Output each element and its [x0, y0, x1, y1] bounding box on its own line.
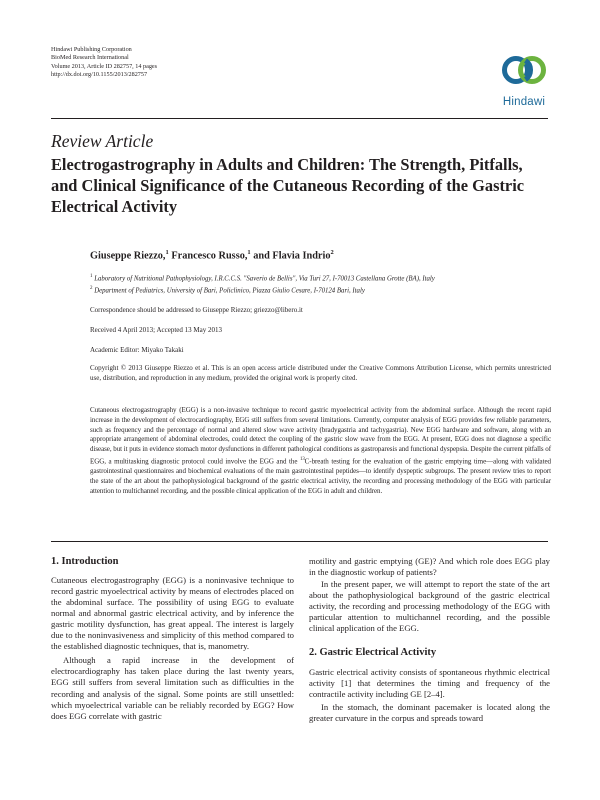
affiliation [90, 286, 365, 294]
doi-link[interactable]: http://dx.doi.org/10.1155/2013/282757 [51, 70, 148, 78]
affiliation-mark: 1 [90, 274, 93, 279]
paragraph: Gastric electrical activity consists of spontaneous rhythmic electrical activity [1] that determines the timing and frequency of the contractile activity including GE [2–4]. [309, 667, 550, 700]
affiliation-text: Department of Pediatrics, University of Bari, Policlinico, Piazza Giulio Cesare, I-70124 Bari, Italy [94, 287, 365, 295]
paragraph: motility and gastric emptying (GE)? And which role does EGG play in the diagnostic workup of patients? [309, 556, 550, 578]
left-column [51, 556, 294, 722]
affiliation-text: Laboratory of Nutritional Pathophysiology, I.R.C.C.S. "Saverio de Bellis", Via Turi 27, I-70013 Castellana Grotte (BA), Italy [94, 275, 435, 283]
author-name: and Flavia Indrio [253, 250, 331, 262]
publisher-name: Hindawi Publishing Corporation [51, 46, 132, 53]
correspondence: Correspondence should be addressed to Giuseppe Riezzo; griezzo@libero.it [90, 306, 303, 314]
affiliation [90, 274, 435, 282]
abstract-divider [51, 541, 548, 542]
right-column [309, 556, 550, 724]
hindawi-logo-icon [494, 50, 554, 90]
hindawi-logo [494, 50, 554, 108]
article-title: Electrogastrography in Adults and Children: The Strength, Pitfalls, and Clinical Significance of the Cutaneous Recording of the Gastric Electrical Activity [51, 155, 525, 216]
abstract [90, 406, 551, 497]
affiliation-mark: 2 [90, 286, 93, 291]
author-affil-mark: 1 [247, 249, 251, 256]
journal-name: BioMed Research International [51, 54, 129, 62]
header-divider [51, 118, 548, 119]
copyright-notice: Copyright © 2013 Giuseppe Riezzo et al. This is an open access article distributed under the Creative Commons Attribution License, which permits unrestricted use, distribution, and reproduction in any medium, provided the original work is properly cited. [90, 364, 551, 382]
author-affil-mark: 2 [330, 249, 334, 256]
paragraph: Although a rapid increase in the development of electrocardiography has taken place during the last twenty years, EGG still suffers from several limitation such as difficulties in the recording and analysis of the signal. Some points are still unsettled: which myoelectrical variable can be reliably recorded by EGG? How does EGG correlate with gastric [51, 655, 294, 721]
volume-info: Volume 2013, Article ID 282757, 14 pages [51, 62, 158, 70]
author-name: Francesco Russo, [171, 250, 248, 262]
author-affil-mark: 1 [165, 249, 169, 256]
abstract-text: Cutaneous electrogastrography (EGG) is a non-invasive technique to record gastric myoelectrical activity from the abdominal surface. Although the recent rapid increase in the development of electrocardiography, EGG still suffers from several limitations. Currently, computer analysis of EGG provides few reliable parameters, such as frequency and the percentage of normal and altered slow wave activity (bradygastria and tachygastria). New EGG hardware and software, along with an appropriate arrangement of abdominal electrodes, could detect the coupling of the gastric slow wave from the EGG. At present, EGG does not diagnose a specific disease, but it puts in evidence stomach motor dysfunctions in different pathological conditions as gastroparesis and functional dyspepsia. Despite the current pitfalls of EGG, a multitasking diagnostic protocol could involve the EGG and the [90, 406, 551, 466]
section-heading: 2. Gastric Electrical Activity [309, 647, 437, 659]
section-heading: 1. Introduction [51, 556, 119, 567]
paragraph: Cutaneous electrogastrography (EGG) is a noninvasive technique to record gastric myoelectrical activity by means of electrodes placed on the abdominal surface. The possibility of using EGG to evaluate normal and abnormal gastric electrical activity, and by inference the gastric motility dysfunction, has great appeal. The interest is largely due to the noninvasiveness and simplicity of this method compared to the established diagnostic techniques, that is, manometry. [51, 575, 294, 652]
received-dates: Received 4 April 2013; Accepted 13 May 2013 [90, 326, 222, 334]
academic-editor: Academic Editor: Miyako Takaki [90, 346, 184, 354]
paragraph: In the stomach, the dominant pacemaker is located along the greater curvature in the corpus and spreads toward [309, 701, 550, 723]
paragraph: In the present paper, we will attempt to report the state of the art about the pathophysiological background of the gastric electrical activity, the recording and processing methodology of the EGG with particular attention to multichannel recording, and the possible clinical application of the EGG. [309, 579, 550, 634]
author-name: Giuseppe Riezzo, [90, 250, 166, 262]
hindawi-logo-text: Hindawi [502, 96, 546, 108]
journal-header [51, 46, 157, 79]
article-type: Review Article [51, 131, 154, 151]
isotope-superscript: 13 [299, 456, 305, 462]
author-list [90, 249, 334, 261]
abstract-text: C-breath testing for the evaluation of the gastric emptying time—along with validated gastrointestinal questionnaires and biochemical evaluations of the main gastrointestinal peptides—to identify dyspeptic subgroups. The present review tries to report the state of the art about the pathophysiological background of the gastric electrical activity, the recording and processing methodology of the EGG with particular attention to multichannel recording, and the possible clinical application of the EGG in adult and children. [90, 457, 551, 495]
